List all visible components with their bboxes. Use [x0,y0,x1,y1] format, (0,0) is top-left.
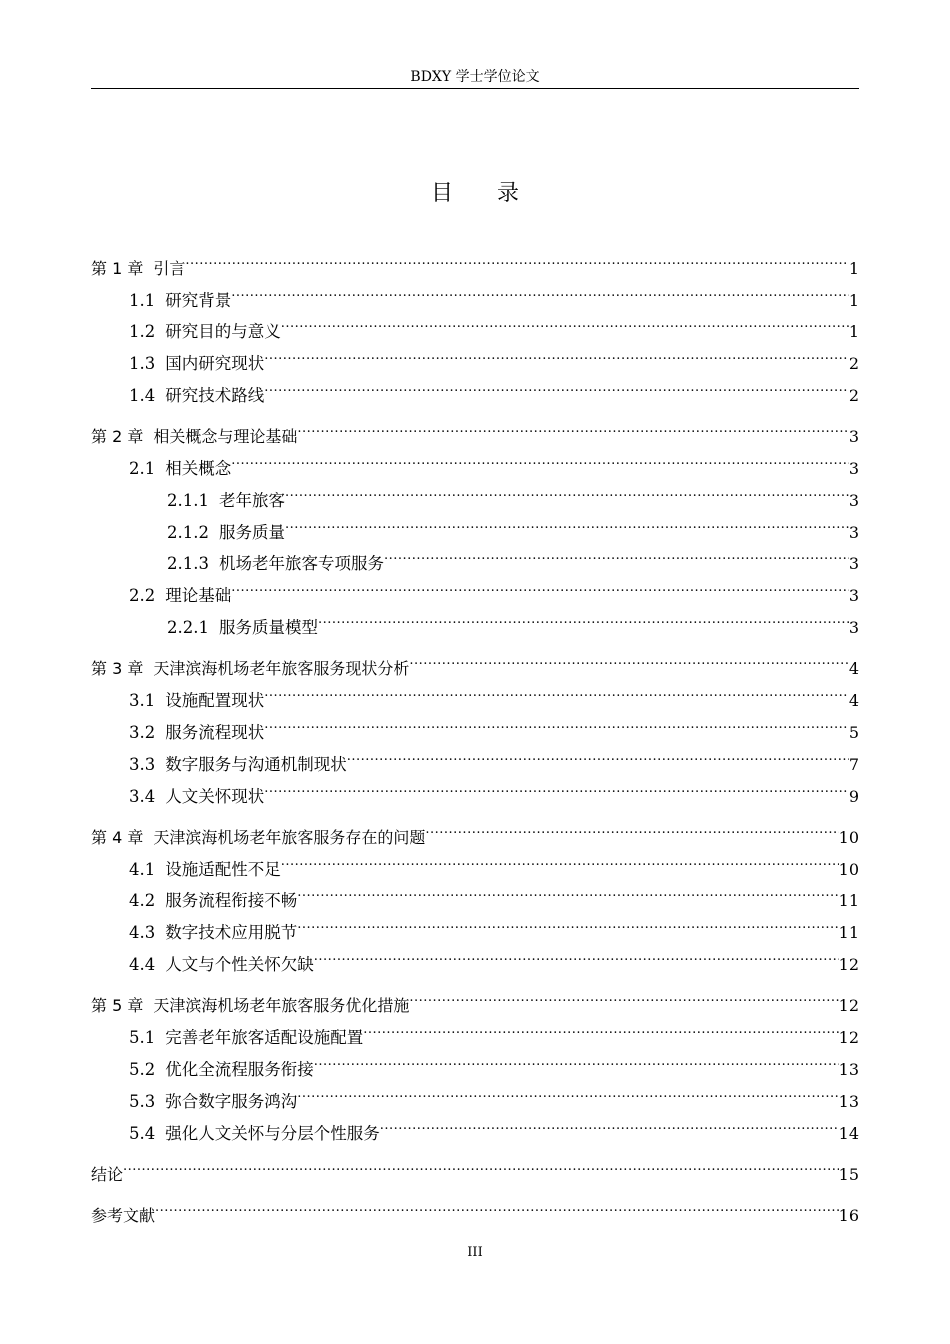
dot-leader [155,1189,839,1221]
toc-entry-label: 理论基础 [165,586,232,606]
toc-entry-title [129,1086,297,1118]
toc-entry [91,643,859,679]
toc-entry-number: 3.3 [129,754,156,774]
page-number: III [467,1245,483,1260]
toc-entry-number: 第 2 章 [91,427,144,447]
dot-leader [384,538,849,570]
toc-entry [91,1189,859,1226]
toc-entry-page: 14 [838,1123,859,1143]
toc-entry-label: 相关概念与理论基础 [153,427,298,447]
toc-entry-page: 3 [848,459,859,479]
dot-leader [297,410,848,442]
toc-entry-title [129,285,231,317]
toc-entry-label: 优化全流程服务衔接 [165,1059,314,1079]
toc-entry [91,811,859,847]
dot-leader [264,337,849,369]
toc-entry-title [129,717,264,749]
toc-entry-number: 第 5 章 [91,996,144,1016]
toc-entry-title [167,612,318,644]
toc-entry-title [129,854,281,886]
toc-entry-title [91,1159,123,1191]
toc-entry-title [129,1118,380,1150]
toc-entry-page: 12 [838,996,859,1016]
toc-entry-number: 第 1 章 [91,258,144,278]
toc-entry-number: 2.1.1 [167,490,209,510]
toc-entry-label: 设施适配性不足 [165,859,281,879]
toc-entry-number: 2.1 [129,459,156,479]
toc-entry-title [167,517,285,549]
dot-leader [314,1043,839,1075]
toc-entry-number: 2.2 [129,586,156,606]
toc-entry-number: 5.3 [129,1091,156,1111]
dot-leader [318,601,849,633]
toc-entry-number: 5.4 [129,1123,156,1143]
dot-leader [409,643,848,675]
toc-entry-title [91,253,185,285]
toc-entry-label: 机场老年旅客专项服务 [218,554,384,574]
toc-entry [91,1148,859,1184]
dot-leader [425,811,838,843]
toc-entry-page: 11 [838,891,859,911]
dot-leader [281,843,839,875]
toc-entry-page: 4 [848,659,859,679]
toc-entry-number: 2.2.1 [167,618,209,638]
toc-entry-title [129,1054,314,1086]
toc-entry-page: 12 [838,1028,859,1048]
toc-entry-label: 天津滨海机场老年旅客服务现状分析 [153,659,410,679]
toc-entry-page: 3 [848,554,859,574]
dot-leader [409,980,838,1012]
toc-entry-title [129,316,281,348]
dot-leader [185,242,848,274]
dot-leader [231,274,849,306]
toc-entry [91,980,859,1016]
dot-leader [264,674,849,706]
toc-entry-number: 4.3 [129,923,156,943]
dot-leader [264,706,849,738]
toc-entry-label: 人文与个性关怀欠缺 [165,955,314,975]
dot-leader [297,875,838,907]
toc-entry-title [129,885,297,917]
toc-entry-label: 相关概念 [165,459,232,479]
toc-entry-label: 服务流程衔接不畅 [165,891,298,911]
dot-leader [264,369,849,401]
toc-entry-label: 天津滨海机场老年旅客服务优化措施 [153,996,410,1016]
toc-entry-page: 2 [848,385,859,405]
toc-entry-number: 3.2 [129,722,156,742]
toc-entry-page: 13 [838,1059,859,1079]
toc-entry-number: 3.4 [129,786,156,806]
dot-leader [281,306,849,338]
toc-entry [91,410,859,447]
toc-entry-page: 3 [848,522,859,542]
toc-entry-number: 4.4 [129,955,156,975]
dot-leader [347,738,849,770]
toc-entry-page: 3 [848,586,859,606]
toc-entry-number: 2.1.2 [167,522,209,542]
toc-entry-label: 天津滨海机场老年旅客服务存在的问题 [153,827,426,847]
toc-entry-label: 数字技术应用脱节 [165,923,298,943]
dot-leader [363,1011,838,1043]
toc-entry-label: 引言 [153,258,186,278]
toc-entry-number: 1.4 [129,385,156,405]
toc-entry-page: 11 [838,923,859,943]
toc-entry-number: 4.2 [129,891,156,911]
toc-entry-number: 5.2 [129,1059,156,1079]
toc-entry-title [129,685,264,717]
toc-entry-label: 研究技术路线 [165,385,265,405]
dot-leader [231,569,849,601]
toc-entry-label: 服务质量模型 [218,618,318,638]
toc-entry-title [129,453,231,485]
toc-entry-number: 第 3 章 [91,659,144,679]
toc-entry-label: 老年旅客 [218,490,285,510]
toc-entry-page: 12 [838,955,859,975]
toc-entry-label: 国内研究现状 [165,354,265,374]
toc-entry-page: 15 [838,1164,859,1184]
dot-leader [314,938,839,970]
toc-entry-page: 4 [848,691,859,711]
toc-entry-number: 4.1 [129,859,156,879]
dot-leader [264,770,849,802]
toc-entry-number: 2.1.3 [167,554,209,574]
toc-entry-label: 完善老年旅客适配设施配置 [165,1028,364,1048]
toc-entry-page: 3 [848,427,859,447]
toc-entry-page: 3 [848,618,859,638]
toc-entry-page: 10 [838,827,859,847]
toc-entry-page: 7 [848,754,859,774]
toc-entry-title [129,348,264,380]
toc-entry-title [129,917,297,949]
toc-entry-title [167,485,285,517]
dot-leader [285,474,849,506]
toc-entry-label: 结论 [91,1164,124,1184]
toc-entry-number: 1.3 [129,354,156,374]
toc-entry-label: 数字服务与沟通机制现状 [165,754,347,774]
toc-entry-title [129,380,264,412]
toc-entry-page: 5 [848,722,859,742]
toc-title: 目录 [430,181,563,206]
toc-entry-title [129,781,264,813]
toc-entry-page: 16 [838,1206,859,1226]
running-header: BDXY 学士学位论文 [91,66,859,89]
toc-entry-label: 弥合数字服务鸿沟 [165,1091,298,1111]
toc-entry-number: 第 4 章 [91,827,144,847]
toc-entry-page: 10 [838,859,859,879]
toc-entry-label: 设施配置现状 [165,691,265,711]
toc-entry-label: 服务流程现状 [165,722,265,742]
toc-entry [91,242,859,278]
toc-entry [91,274,859,310]
toc-entry-page: 13 [838,1091,859,1111]
dot-leader [123,1148,839,1180]
toc-entry-label: 服务质量 [218,522,285,542]
toc-entry-page: 1 [848,258,859,278]
toc-entry-page: 1 [848,290,859,310]
toc-entry-title [91,990,409,1022]
toc-entry-number: 1.2 [129,322,156,342]
table-of-contents [91,242,859,1226]
toc-entry-label: 强化人文关怀与分层个性服务 [165,1123,380,1143]
toc-entry-label: 研究目的与意义 [165,322,281,342]
dot-leader [297,906,838,938]
toc-entry-label: 参考文献 [91,1206,156,1226]
toc-entry-page: 9 [848,786,859,806]
toc-entry-label: 人文关怀现状 [165,786,265,806]
toc-entry-number: 3.1 [129,691,156,711]
toc-entry-title [91,1200,155,1232]
toc-entry-label: 研究背景 [165,290,232,310]
toc-entry-page: 1 [848,322,859,342]
toc-entry-title [129,949,314,981]
toc-entry-number: 5.1 [129,1028,156,1048]
dot-leader [380,1107,839,1139]
dot-leader [285,506,849,538]
toc-entry-number: 1.1 [129,290,156,310]
dot-leader [297,1075,838,1107]
toc-entry-title [129,580,231,612]
dot-leader [231,442,849,474]
toc-entry-page: 2 [848,354,859,374]
toc-entry-page: 3 [848,490,859,510]
